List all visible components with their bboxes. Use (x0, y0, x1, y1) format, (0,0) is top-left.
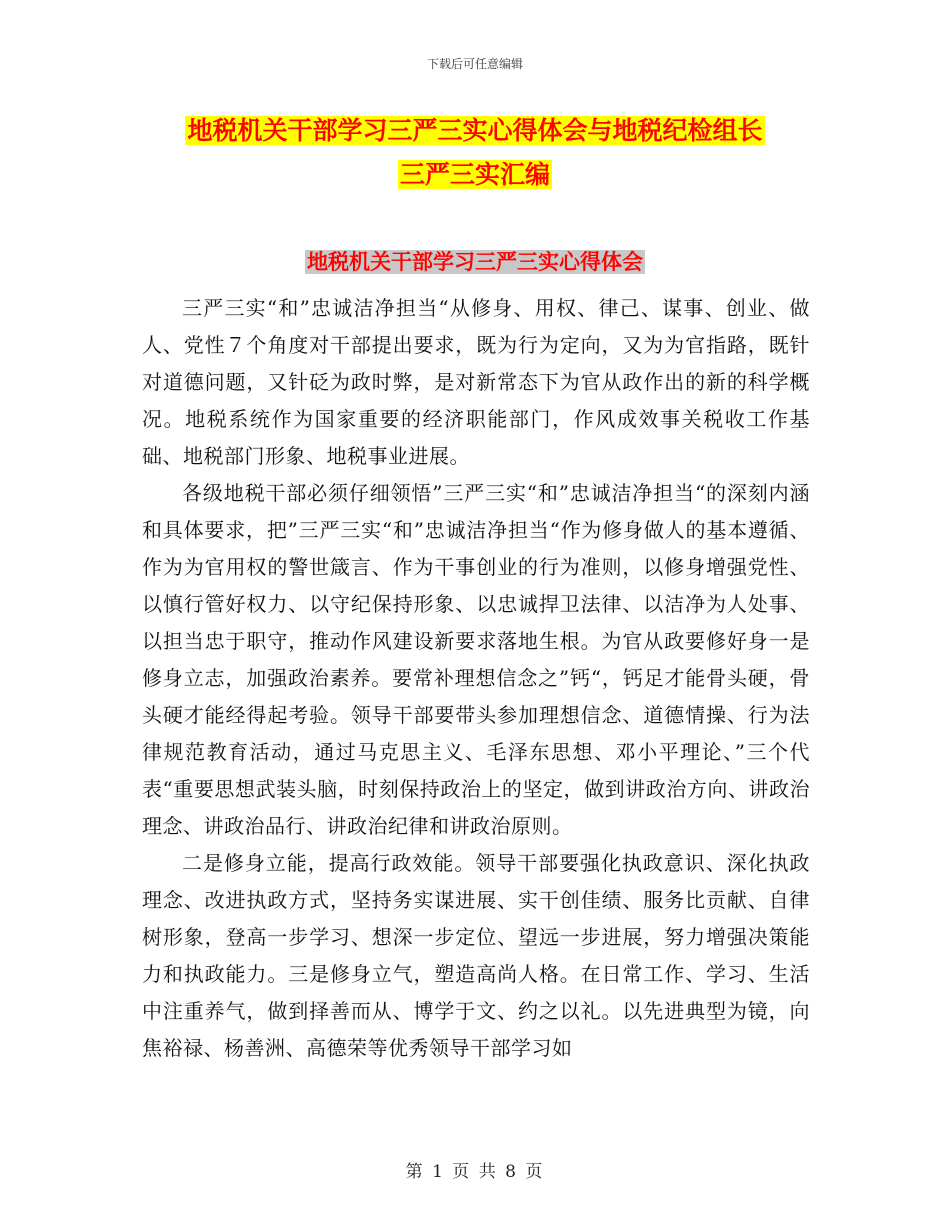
section-heading-text: 地税机关干部学习三严三实心得体会 (307, 250, 643, 274)
body-paragraph-3: 二是修身立能，提高行政效能。领导干部要强化执政意识、深化执政理念、改进执政方式，坚持务实谋进展、实干创佳绩、服务比贡献、自律树形象，登高一步学习、想深一步定位、望远一步进展，努力增强决策能力和执政能力。三是修身立气，塑造高尚人格。在日常工作、学习、生活中注重养气，做到择善而从、博学于文、约之以礼。以先进典型为镜，向焦裕禄、杨善洲、高德荣等优秀领导干部学习如 (142, 851, 810, 1060)
page-number: 第 1 页 共 8 页 (405, 1162, 545, 1182)
body-paragraph-1: 三严三实“和”忠诚洁净担当“从修身、用权、律己、谋事、创业、做人、党性７个角度对干部提出要求，既为行为定向，又为为官指路，既针对道德问题，又针砭为政时弊，是对新常态下为官从政作出的新的科学概况。地税系统作为国家重要的经济职能部门，作风成效事关税收工作基础、地税部门形象、地税事业进展。 (142, 296, 810, 468)
document-body (142, 290, 810, 1067)
section-heading (0, 248, 950, 276)
document-title-line-1-text: 地税机关干部学习三严三实心得体会与地税纪检组长 (187, 116, 763, 145)
page-header-note: 下载后可任意编辑 (426, 57, 523, 71)
body-paragraph-2: 各级地税干部必须仔细领悟”三严三实“和”忠诚洁净担当“的深刻内涵和具体要求，把”三严三实“和”忠诚洁净担当“作为修身做人的基本遵循、作为为官用权的警世箴言、作为干事创业的行为准则，以修身增强党性、以慎行管好权力、以守纪保持形象、以忠诚捍卫法律、以洁净为人处事、以担当忠于职守，推动作风建设新要求落地生根。为官从政要修好身一是修身立志，加强政治素养。要常补理想信念之”钙“，钙足才能骨头硬，骨头硬才能经得起考验。领导干部要带头参加理想信念、道德情操、行为法律规范教育活动，通过马克思主义、毛泽东思想、邓小平理论、”三个代表“重要思想武装头脑，时刻保持政治上的坚定，做到讲政治方向、讲政治理念、讲政治品行、讲政治纪律和讲政治原则。 (142, 481, 810, 838)
document-title-line-2 (0, 160, 950, 190)
document-title-line-1 (0, 116, 950, 146)
document-title-line-2-text: 三严三实汇编 (399, 160, 550, 189)
